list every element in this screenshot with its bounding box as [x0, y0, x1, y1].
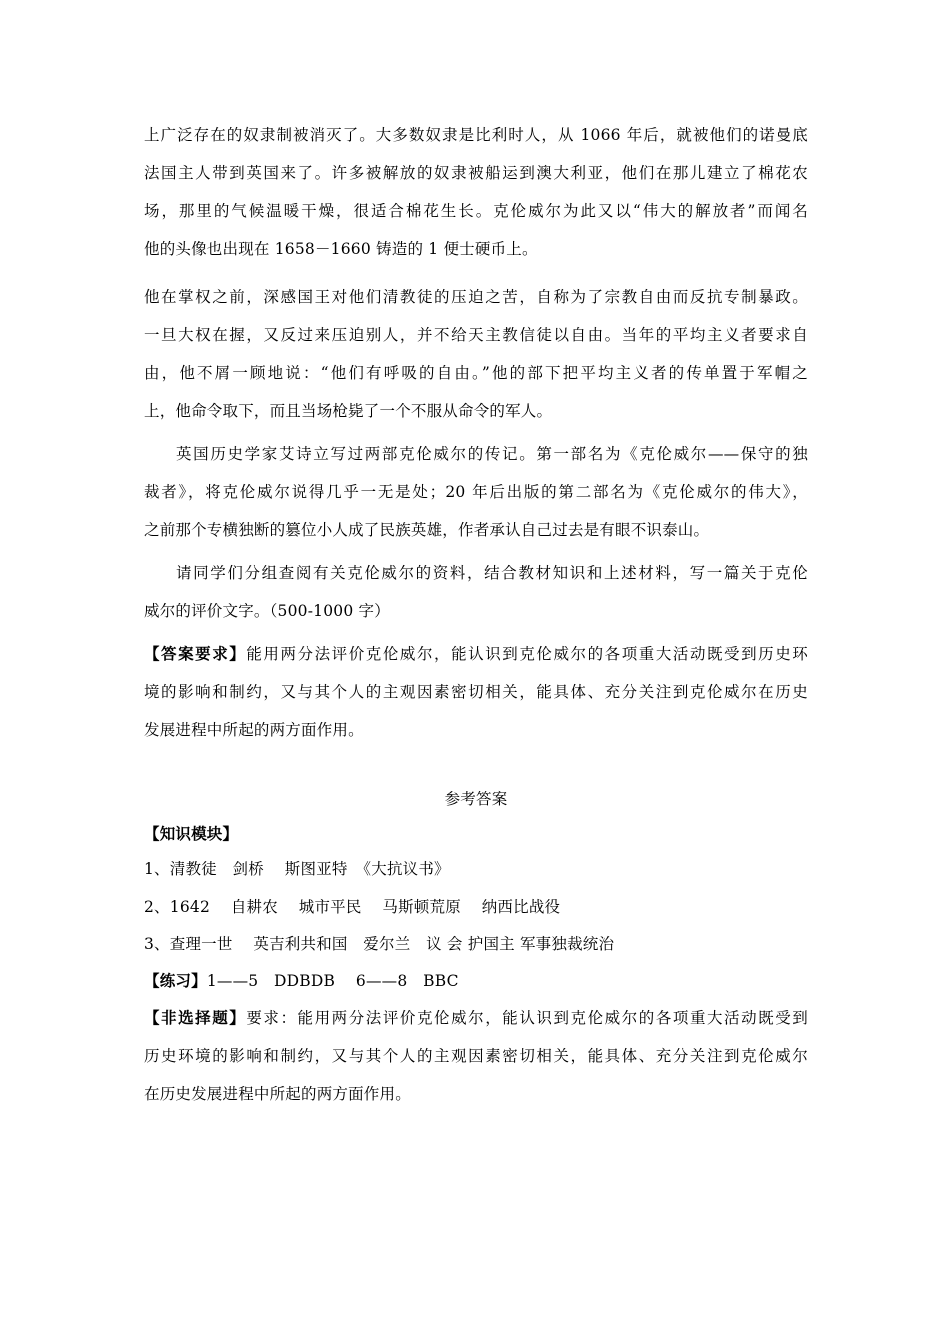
answer-requirement-line-3: 发展进程中所起的两方面作用。: [144, 721, 364, 739]
paragraph-2-line-3: 由，他不屑一顾地说：“他们有呼吸的自由。”他的部下把平均主义者的传单置于军帽之: [144, 364, 808, 382]
paragraph-3-line-2: 裁者》，将克伦威尔说得几乎一无是处；20 年后出版的第二部名为《克伦威尔的伟大》，: [144, 483, 808, 501]
exercise-label: 【练习】: [144, 971, 207, 990]
answer-requirement-line-1: [144, 643, 808, 665]
paragraph-3-line-3: 之前那个专横独断的篡位小人成了民族英雄，作者承认自己过去是有眼不识泰山。: [144, 521, 710, 539]
paragraph-1-line-1: 上广泛存在的奴隶制被消灭了。大多数奴隶是比利时人，从 1066 年后，就被他们的诺曼底: [144, 126, 808, 144]
paragraph-2-line-2: 一旦大权在握，又反过来压迫别人，并不给天主教信徒以自由。当年的平均主义者要求自: [144, 326, 808, 344]
answer-requirement-text: 能用两分法评价克伦威尔，能认识到克伦威尔的各项重大活动既受到历史环: [246, 645, 809, 663]
knowledge-item-1: 1、清教徒 剑桥 斯图亚特 《大抗议书》: [144, 860, 450, 878]
exercise-answers: 1——5 DDBDB 6——8 BBC: [206, 972, 459, 990]
paragraph-1-line-3: 场，那里的气候温暖干燥，很适合棉花生长。克伦威尔为此又以“伟大的解放者”而闻名: [144, 202, 808, 220]
paragraph-1-line-4: 他的头像也出现在 1658－1660 铸造的 1 便士硬币上。: [144, 240, 538, 258]
paragraph-4-line-2: 威尔的评价文字。（500-1000 字）: [144, 602, 390, 620]
knowledge-module-label: 【知识模块】: [144, 824, 239, 843]
exercise-line: [144, 970, 808, 992]
paragraph-4-line-1: 请同学们分组查阅有关克伦威尔的资料，结合教材知识和上述材料，写一篇关于克伦: [176, 564, 808, 582]
answer-requirement-label: 【答案要求】: [144, 644, 247, 663]
knowledge-item-3: 3、查理一世 英吉利共和国 爱尔兰 议 会 护国主 军事独裁统治: [144, 935, 615, 953]
non-choice-text: 要求：能用两分法评价克伦威尔，能认识到克伦威尔的各项重大活动既受到: [246, 1009, 809, 1027]
non-choice-line-3: 在历史发展进程中所起的两方面作用。: [144, 1085, 411, 1103]
non-choice-label: 【非选择题】: [144, 1008, 247, 1027]
paragraph-3-line-1: 英国历史学家艾诗立写过两部克伦威尔的传记。第一部名为《克伦威尔——保守的独: [176, 445, 808, 463]
non-choice-line-1: [144, 1007, 808, 1029]
knowledge-item-2: 2、1642 自耕农 城市平民 马斯顿荒原 纳西比战役: [144, 898, 561, 916]
paragraph-2-line-4: 上，他命令取下，而且当场枪毙了一个不服从命令的军人。: [144, 402, 553, 420]
reference-answer-title: 参考答案: [444, 790, 508, 808]
paragraph-1-line-2: 法国主人带到英国来了。许多被解放的奴隶被船运到澳大利亚，他们在那儿建立了棉花农: [144, 164, 808, 182]
paragraph-2-line-1: 他在掌权之前，深感国王对他们清教徒的压迫之苦，自称为了宗教自由而反抗专制暴政。: [144, 288, 808, 306]
non-choice-line-2: 历史环境的影响和制约，又与其个人的主观因素密切相关，能具体、充分关注到克伦威尔: [144, 1047, 808, 1065]
answer-requirement-line-2: 境的影响和制约，又与其个人的主观因素密切相关，能具体、充分关注到克伦威尔在历史: [144, 683, 808, 701]
